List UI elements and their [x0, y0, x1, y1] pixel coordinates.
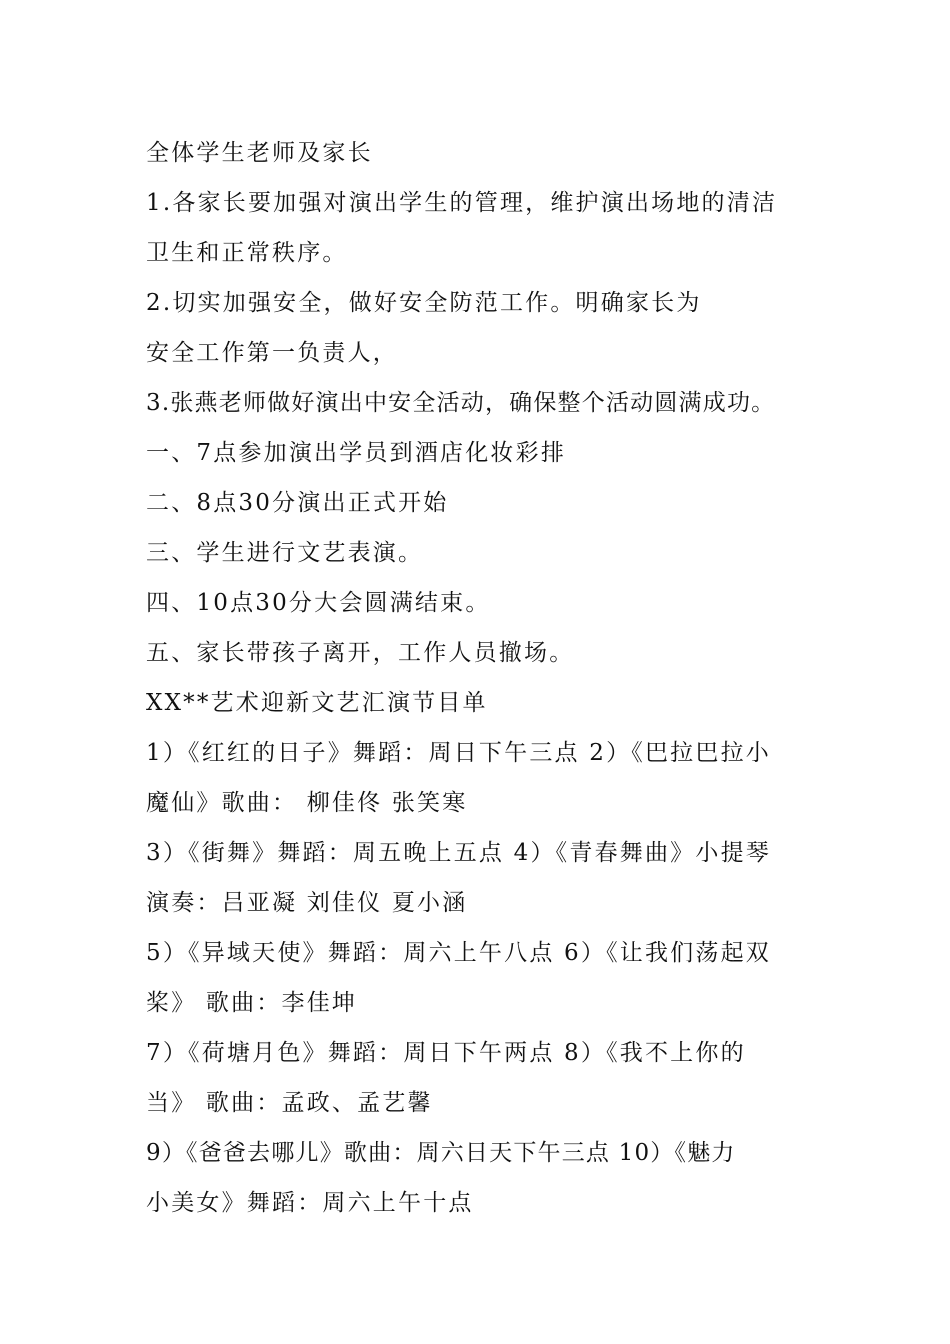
document-body — [146, 128, 816, 1228]
program-item: 桨》 歌曲：李佳坤 — [146, 990, 358, 1016]
text-line: 二、8点30分演出正式开始 — [146, 490, 449, 516]
text-line: 2.切实加强安全，做好安全防范工作。明确家长为 — [146, 290, 702, 316]
text-line: 五、家长带孩子离开，工作人员撤场。 — [146, 640, 575, 666]
program-item: 小美女》舞蹈：周六上午十点 — [146, 1190, 474, 1216]
text-line: 一、7点参加演出学员到酒店化妆彩排 — [146, 440, 567, 466]
program-item: 1）《红红的日子》舞蹈：周日下午三点 2）《巴拉巴拉小 — [146, 740, 771, 766]
text-line: 全体学生老师及家长 — [146, 140, 373, 166]
program-title: XX**艺术迎新文艺汇演节目单 — [146, 690, 488, 716]
program-item: 演奏：吕亚凝 刘佳仪 夏小涵 — [146, 890, 468, 916]
text-line: 安全工作第一负责人， — [146, 340, 398, 366]
text-line: 卫生和正常秩序。 — [146, 240, 348, 266]
program-item: 魔仙》歌曲： 柳佳佟 张笑寒 — [146, 790, 468, 816]
text-line: 1.各家长要加强对演出学生的管理，维护演出场地的清洁 — [146, 190, 778, 216]
text-line: 四、10点30分大会圆满结束。 — [146, 590, 491, 616]
text-line: 3.张燕老师做好演出中安全活动，确保整个活动圆满成功。 — [146, 390, 776, 416]
program-item: 9）《爸爸去哪儿》歌曲：周六日天下午三点 10）《魅力 — [146, 1140, 736, 1166]
program-item: 3）《街舞》舞蹈：周五晚上五点 4）《青春舞曲》小提琴 — [146, 840, 771, 866]
program-item: 7）《荷塘月色》舞蹈：周日下午两点 8）《我不上你的 — [146, 1040, 746, 1066]
program-item: 5）《异域天使》舞蹈：周六上午八点 6）《让我们荡起双 — [146, 940, 771, 966]
text-line: 三、学生进行文艺表演。 — [146, 540, 424, 566]
program-item: 当》 歌曲：孟政、孟艺馨 — [146, 1090, 433, 1116]
